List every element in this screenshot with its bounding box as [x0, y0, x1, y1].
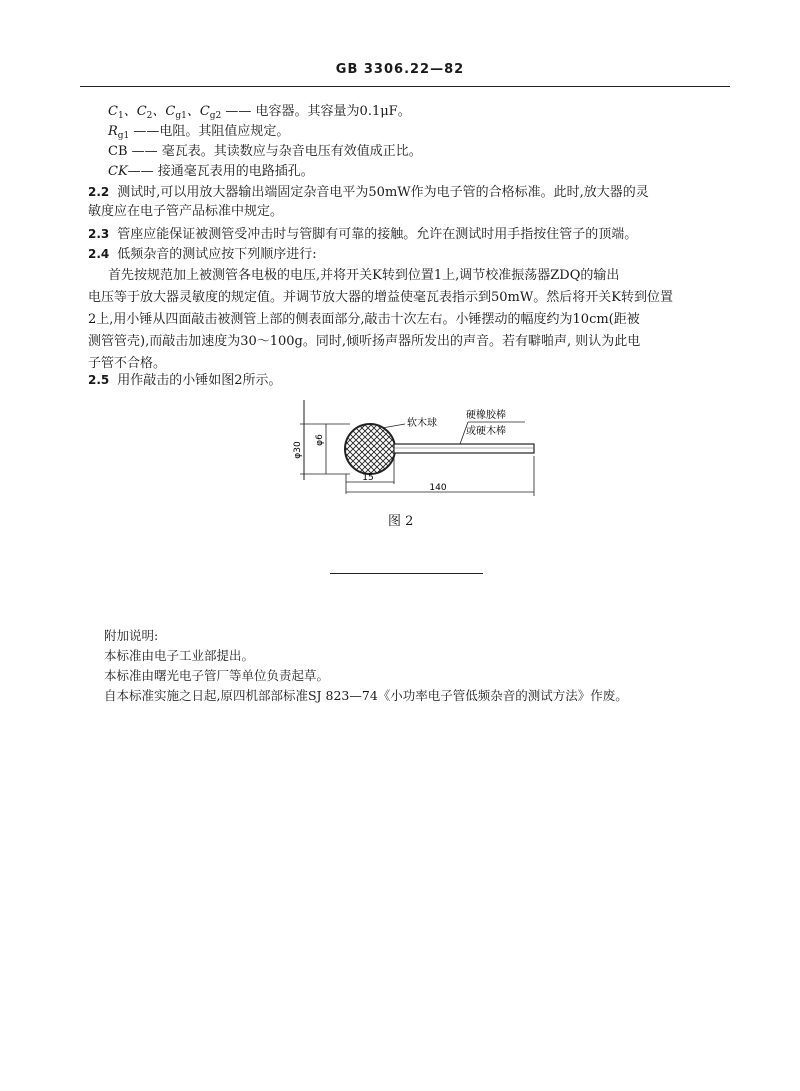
cork-ball: [345, 424, 395, 474]
section-text: 测试时,可以用放大器输出端固定杂音电平为50mW作为电子管的合格标准。此时,放大器的灵: [117, 185, 649, 200]
figure-caption: 图 2: [388, 514, 414, 529]
section-number: 2.2: [88, 185, 110, 199]
section-number: 2.3: [88, 227, 110, 241]
label-dim-140: 140: [429, 483, 447, 493]
def-cap-sub-2: 2: [146, 111, 153, 121]
def-cap-symbol-cg1: 、C: [152, 104, 176, 119]
hammer-diagram: [290, 398, 560, 502]
def-res-sub: g1: [117, 131, 130, 141]
def-cap-symbol-c2: 、C: [123, 104, 147, 119]
notes-title: 附加说明:: [104, 628, 159, 643]
def-resistor: [108, 124, 289, 141]
def-cap-sub-g2: g2: [209, 111, 222, 121]
section-2-5: [88, 372, 282, 389]
def-cap-text: —— 电容器。其容量为0.1μF。: [221, 104, 411, 119]
handle-rod: [394, 444, 534, 453]
label-soft-ball: 软木球: [407, 418, 437, 429]
def-capacitors: [108, 104, 411, 121]
section-number: 2.4: [88, 247, 110, 261]
def-milliwattmeter: [108, 144, 422, 160]
def-cap-sub-1: 1: [117, 111, 124, 121]
def-res-symbol: R: [108, 124, 118, 139]
section-text: 管座应能保证被测管受冲击时与管脚有可靠的接触。允许在测试时用手指按住管子的顶端。: [117, 227, 638, 242]
standard-code-header: GB 3306.22—82: [335, 62, 465, 77]
def-cb-text: —— 毫瓦表。其读数应与杂音电压有效值成正比。: [127, 144, 422, 159]
def-ck-symbol: CK: [108, 164, 128, 179]
def-cb-symbol: CB: [108, 144, 128, 159]
notes-line1: 本标准由电子工业部提出。: [104, 648, 255, 663]
def-jack: [108, 164, 314, 180]
section-text: 用作敲击的小锤如图2所示。: [117, 373, 282, 388]
def-ck-text: —— 接通毫瓦表用的电路插孔。: [127, 164, 314, 179]
section-2-4-p1: 首先按规范加上被测管各电极的电压,并将开关K转到位置1上,调节校准振荡器ZDQ的输出: [108, 268, 620, 283]
label-rubber-rod: 硬橡胶棒: [466, 410, 506, 421]
def-res-text: ——电阻。其阻值应规定。: [129, 124, 290, 139]
separator-rule: [330, 573, 483, 574]
section-2-4-p4: 测管管壳),而敲击加速度为30～100g。同时,倾听扬声器所发出的声音。若有噼啪声, 则认为此电: [88, 334, 641, 349]
section-2-2-line2: 敏度应在电子管产品标准中规定。: [88, 204, 284, 219]
def-cap-symbol-c: C: [108, 104, 118, 119]
label-phi30: φ30: [293, 441, 303, 459]
section-2-2-line1: [88, 184, 649, 201]
notes-line2: 本标准由曙光电子管厂等单位负责起草。: [104, 668, 330, 683]
section-number: 2.5: [88, 373, 110, 387]
section-text: 低频杂音的测试应按下列顺序进行:: [117, 247, 317, 262]
def-cap-symbol-cg2: 、C: [186, 104, 210, 119]
section-2-4: [88, 246, 317, 263]
def-cap-sub-g1: g1: [175, 111, 187, 121]
label-hardwood-rod: 或硬木棒: [466, 426, 506, 437]
section-2-4-p5: 子管不合格。: [88, 356, 167, 371]
section-2-4-p2: 电压等于放大器灵敏度的规定值。并调节放大器的增益使毫瓦表指示到50mW。然后将开关K转到位置: [88, 290, 673, 305]
section-2-3: [88, 226, 637, 243]
section-2-4-p3: 2上,用小锤从四面敲击被测管上部的侧表面部分,敲击十次左右。小锤摆动的幅度约为10cm(距被: [88, 312, 640, 327]
leader-soft-ball: [382, 424, 405, 428]
label-phi6: φ6: [315, 434, 325, 446]
label-dim-15: 15: [362, 473, 374, 483]
notes-line3: 自本标准实施之日起,原四机部部标准SJ 823—74《小功率电子管低频杂音的测试方法》作废。: [104, 688, 628, 703]
header-rule: [80, 86, 730, 87]
